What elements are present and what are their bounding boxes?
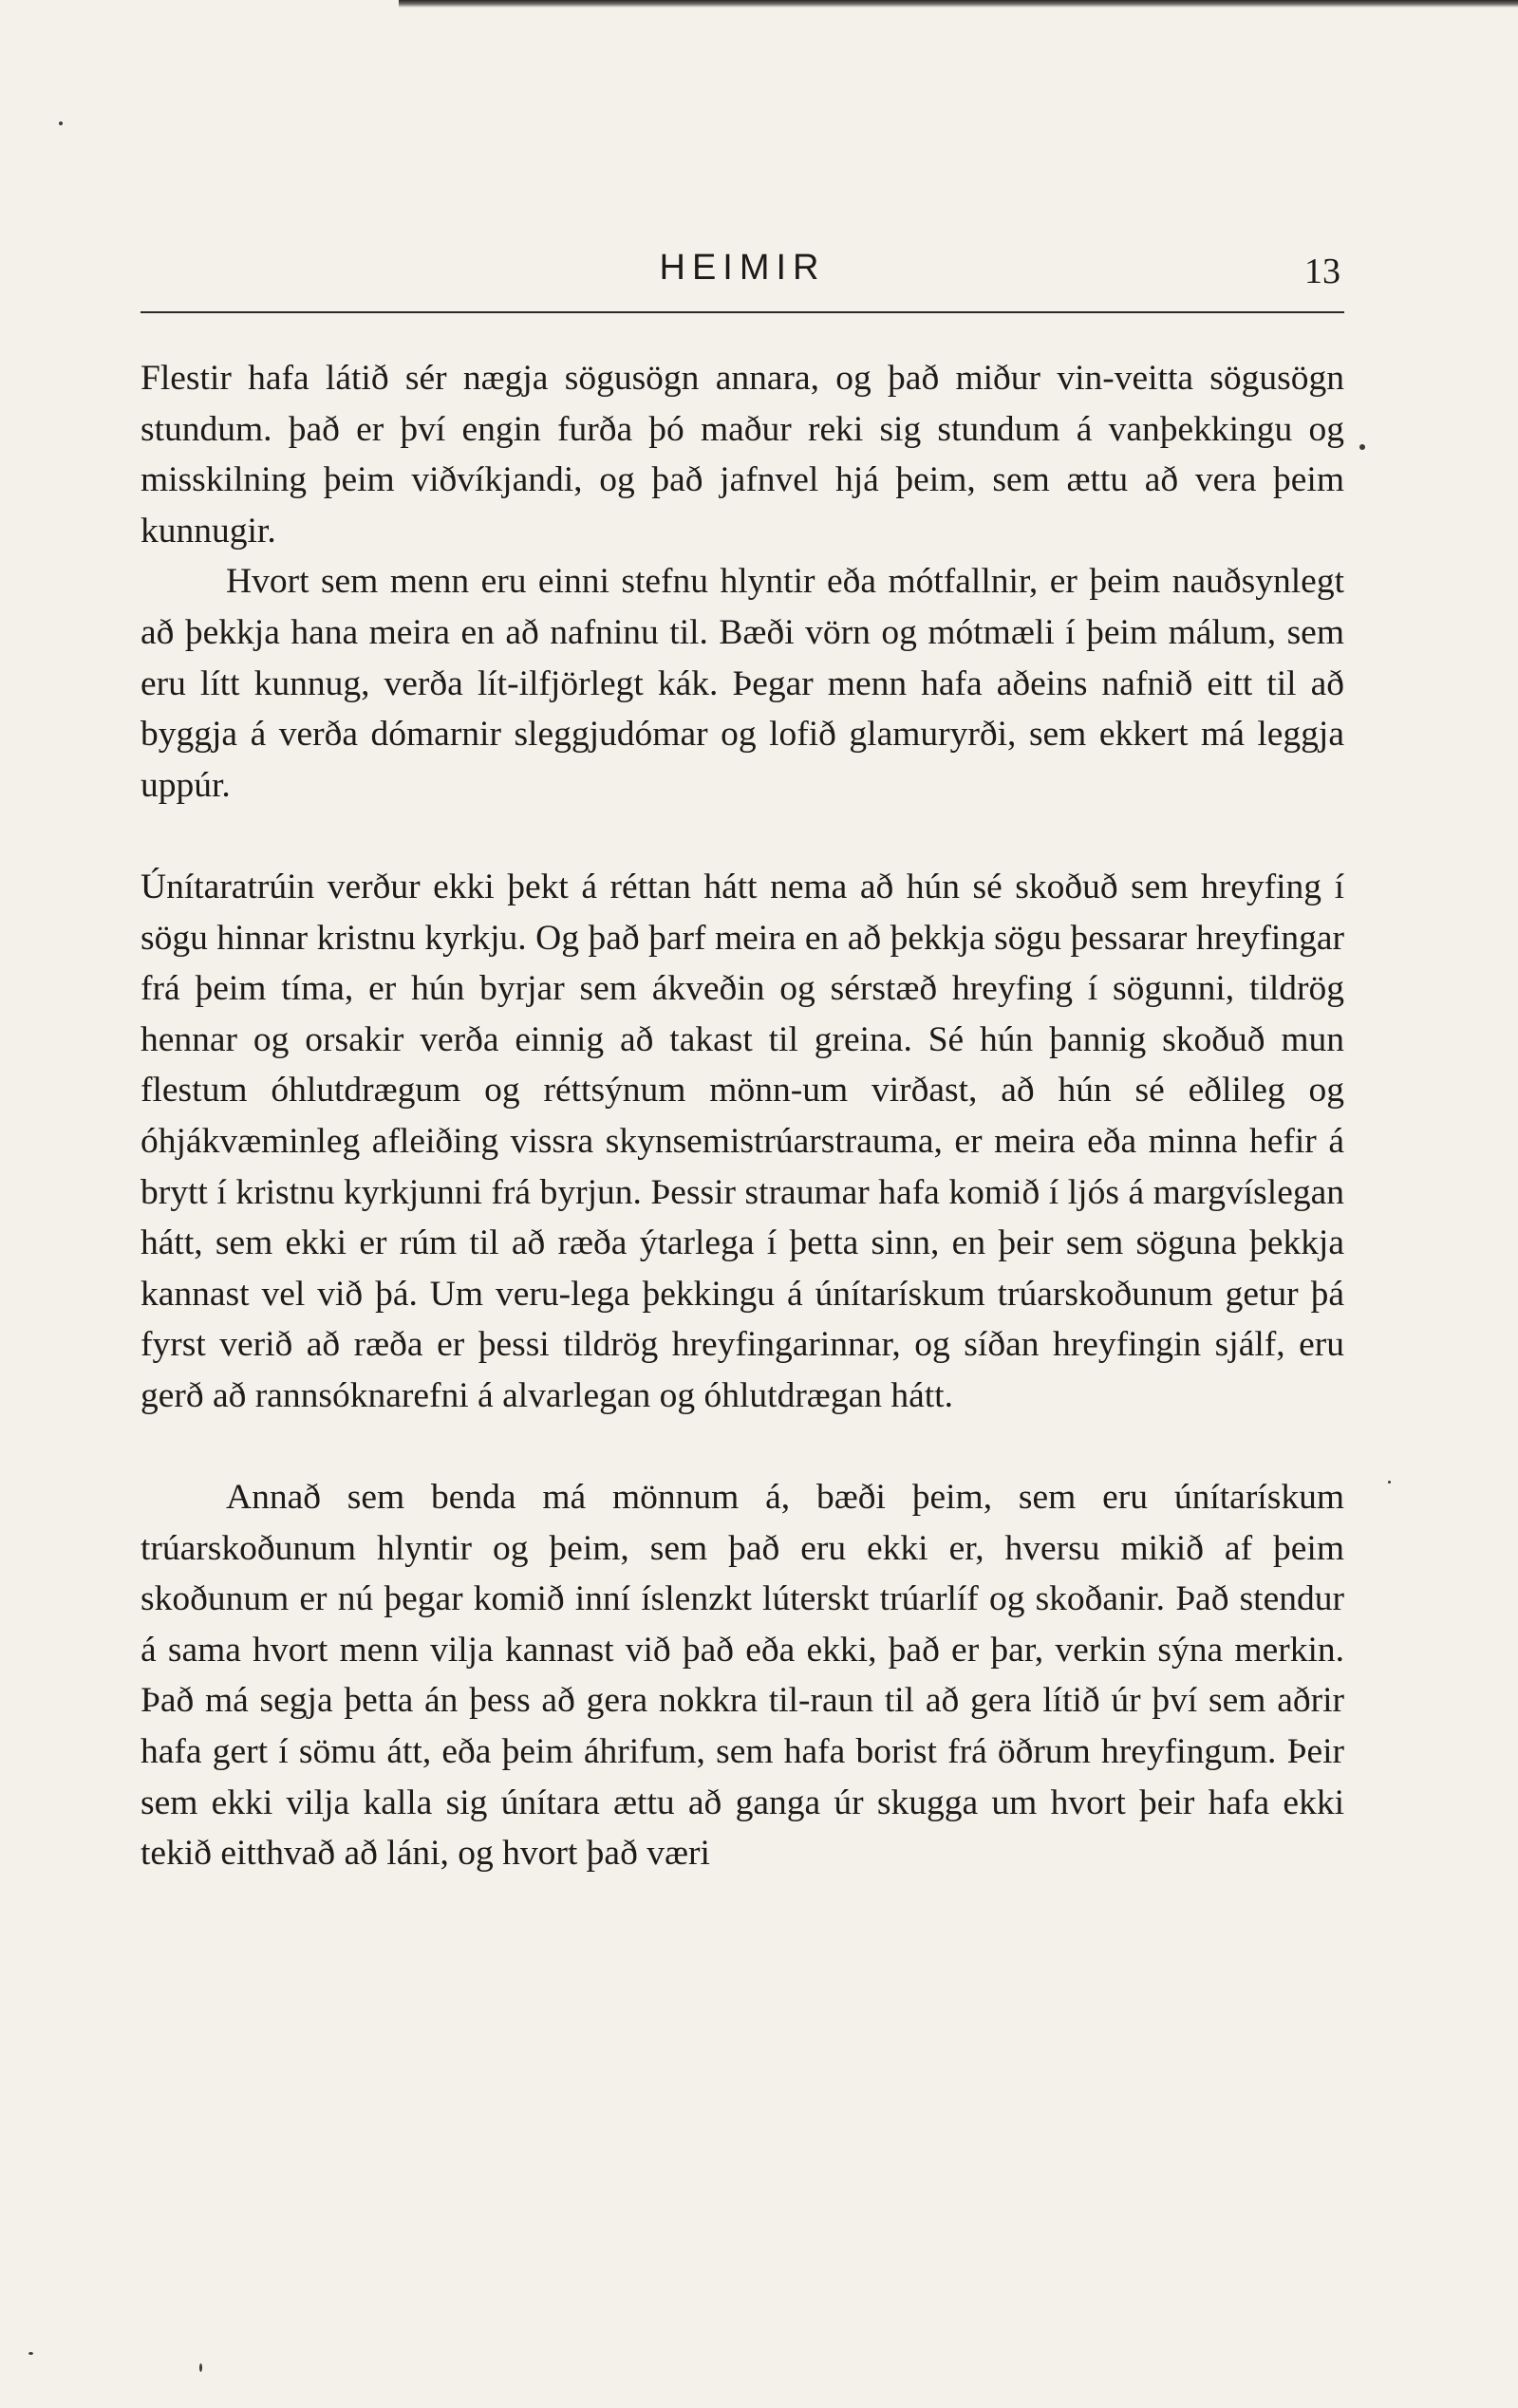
scan-speck <box>199 2363 202 2372</box>
body-text <box>141 353 1344 1879</box>
header-rule <box>141 311 1344 313</box>
scan-speck <box>1388 1481 1391 1484</box>
paragraph-4: Annað sem benda má mönnum á, bæði þeim, sem eru únítarískum trúarskoðunum hlyntir og þeim, sem það eru ekki er, hversu mikið af þeim skoðunum er nú þegar komið inní íslenzkt lúterskt trúarlíf og skoðanir. Það stendur á sama hvort menn vilja kannast við það eða ekki, það er þar, verkin sýna merkin. Það má segja þetta án þess að gera nokkra til-raun til að gera lítið úr því sem aðrir hafa gert í sömu átt, eða þeim áhrifum, sem hafa borist frá öðrum hreyfingum. Þeir sem ekki vilja kalla sig únítara ættu að ganga úr skugga um hvort þeir hafa ekki tekið eitthvað að láni, og hvort það væri <box>141 1478 1344 1874</box>
scan-speck <box>1359 444 1365 450</box>
running-title: HEIMIR <box>659 248 826 288</box>
scan-speck <box>59 121 63 125</box>
paragraph-3: Únítaratrúin verður ekki þekt á réttan hátt nema að hún sé skoðuð sem hreyfing í sögu hinnar kristnu kyrkju. Og það þarf meira en að þekkja sögu þessarar hreyfingar frá þeim tíma, er hún byrjar sem ákveðin og sérstæð hreyfing í sögunni, tildrög hennar og orsakir verða einnig að takast til greina. Sé hún þannig skoðuð mun flestum óhlutdrægum og réttsýnum mönn-um virðast, að hún sé eðlileg og óhjákvæminleg afleiðing vissra skynsemistrúarstrauma, er meira eða minna hefir á brytt í kristnu kyrkjunni frá byrjun. Þessir straumar hafa komið í ljós á margvíslegan hátt, sem ekki er rúm til að ræða ýtarlega í þetta sinn, en þeir sem söguna þekkja kannast vel við þá. Um veru-lega þekkingu á únítarískum trúarskoðunum getur þá fyrst verið að ræða er þessi tildrög hreyfingarinnar, og síðan hreyfingin sjálf, eru gerð að rannsóknarefni á alvarlegan og óhlutdrægan hátt. <box>141 867 1344 1415</box>
page-header <box>141 245 1344 302</box>
scan-edge-shadow <box>399 0 1518 8</box>
paragraph-2: Hvort sem menn eru einni stefnu hlyntir eða mótfallnir, er þeim nauðsynlegt að þekkja hana meira en að nafninu til. Bæði vörn og mótmæli í þeim málum, sem eru lítt kunnug, verða lít-ilfjörlegt kák. Þegar menn hafa aðeins nafnið eitt til að byggja á verða dómarnir sleggjudómar og lofið glamuryrði, sem ekkert má leggja uppúr. <box>141 562 1344 805</box>
scan-speck <box>28 2352 33 2355</box>
page-number: 13 <box>1304 252 1340 291</box>
paragraph <box>141 353 1344 811</box>
paragraph-1: Flestir hafa látið sér nægja sögusögn annara, og það miður vin-veitta sögusögn stundum. það er því engin furða þó maður reki sig stundum á vanþekkingu og misskilning þeim viðvíkjandi, og það jafnvel hjá þeim, sem ættu að vera þeim kunnugir. <box>141 359 1344 551</box>
